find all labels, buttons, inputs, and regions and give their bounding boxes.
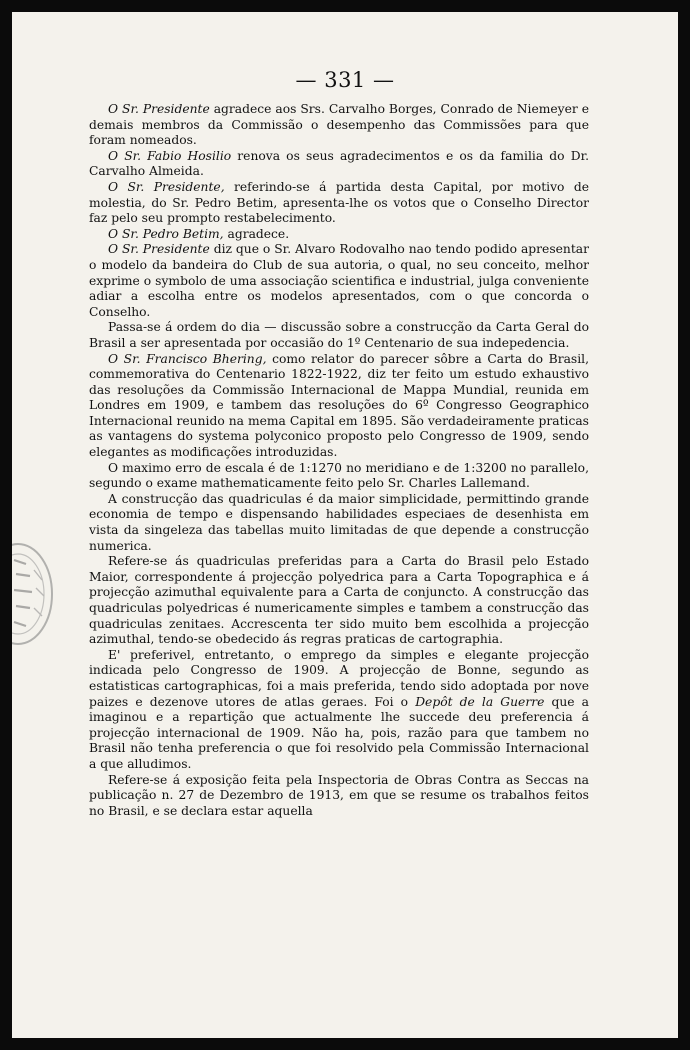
document-page <box>12 12 678 1038</box>
paragraph-text: Refere-se ás quadriculas preferidas para a Carta do Brasil pelo Estado Maior, correspondente á projecção polyedrica para a Carta Topographica e á projecção azimuthal equivalente para a Carta de conjuncto. A construcção das quadriculas polyedricas é numericamente simples e tambem a construcção das quadriculas zenitaes. Accrescenta ter sido muito bem escolhida a projecção azimuthal, tendo-se obedecido ás regras praticas de cartographia. <box>89 554 589 647</box>
paragraph-text: que a imaginou e a repartição que actualmente lhe succede deu preferencia á projecção internacional de 1909. Não ha, pois, razão para que tambem no Brasil não tenha preferencia o que foi resolvido pela Commissão Internacional a que alludimos. <box>89 694 590 771</box>
paragraph <box>89 461 589 492</box>
paragraph <box>89 102 589 149</box>
italic-text: O Sr. Fabio Hosilio <box>108 148 232 163</box>
page-number: — 331 — <box>295 68 395 92</box>
paragraph <box>89 320 589 351</box>
paragraph-text: renova os seus agradecimentos e os da familia do Dr. Carvalho Almeida. <box>89 148 589 179</box>
body-text <box>89 102 589 819</box>
italic-text: Depôt de la Guerre <box>415 694 545 709</box>
italic-text: O Sr. Presidente <box>108 242 210 257</box>
paragraph <box>89 227 589 243</box>
paragraph-text: diz que o Sr. Alvaro Rodovalho nao tendo podido apresentar o modelo da bandeira do Club de sua autoria, o qual, no seu conceito, melhor exprime o symbolo de uma associação scientifica e industrial, julga conveniente adiar a escolha entre os modelos apresentados, com o que concorda o Conselho. <box>89 242 589 319</box>
paragraph <box>89 242 589 320</box>
italic-text: O Sr. Presidente <box>108 102 210 116</box>
paragraph <box>89 773 589 820</box>
paragraph-text: referindo-se á partida desta Capital, por motivo de molestia, do Sr. Pedro Betim, apresenta-lhe os votos que o Conselho Director faz pelo seu prompto restabelecimento. <box>89 179 589 226</box>
paragraph-text: Passa-se á ordem do dia — discussão sobre a construcção da Carta Geral do Brasil a ser apresentada por occasião do 1º Centenario de sua indepedencia. <box>89 320 589 350</box>
paragraph <box>89 352 589 461</box>
paragraph-text: agradece aos Srs. Carvalho Borges, Conrado de Niemeyer e demais membros da Commissão o desempenho das Commissões para que foram nomeados. <box>89 102 589 148</box>
paragraph-text: agradece. <box>223 226 290 241</box>
paragraph <box>89 180 589 227</box>
paragraph <box>89 648 589 773</box>
paragraph-text: Refere-se á exposição feita pela Inspectoria de Obras Contra as Seccas na publicação n. 27 de Dezembro de 1913, em que se resume os trabalhos feitos no Brasil, e se declara estar aquella <box>89 772 589 818</box>
paragraph <box>89 554 589 648</box>
paragraph-text: A construcção das quadriculas é da maior simplicidade, permittindo grande economia de tempo e dispensando habilidades especiaes de desenhista em vista da singeleza das tabellas muito limitadas de que depende a construcção numerica. <box>89 491 589 553</box>
italic-text: O Sr. Pedro Betim, <box>108 226 224 241</box>
paragraph-text: E' preferivel, entretanto, o emprego da simples e elegante projecção indicada pelo Congresso de 1909. A projecção de Bonne, segundo as estatisticas cartographicas, foi a mais preferida, tendo sido adoptada por nove paizes e dezenove utores de atlas geraes. Foi o <box>89 647 589 709</box>
paragraph-text: como relator do parecer sôbre a Carta do Brasil, commemorativa do Centenario 1822-1922, diz ter feito um estudo exhaustivo das resoluções da Commissão Internacional de Mappa Mundial, reunida em Londres em 1909, e tambem das resoluções do 6º Congresso Geographico Internacional reunido na mema Capital em 1895. São verdadeiramente praticas as vantagens do systema polyconico proposto pelo Congresso de 1909, sendo elegantes as modificações introduzidas. <box>89 351 589 460</box>
paragraph <box>89 149 589 180</box>
italic-text: O Sr. Francisco Bhering, <box>108 351 267 366</box>
italic-text: O Sr. Presidente, <box>108 179 225 194</box>
paragraph <box>89 492 589 554</box>
paragraph-text: O maximo erro de escala é de 1:1270 no meridiano e de 1:3200 no parallelo, segundo o exame mathematicamente feito pelo Sr. Charles Lallemand. <box>89 460 589 491</box>
library-stamp-image <box>12 540 58 648</box>
